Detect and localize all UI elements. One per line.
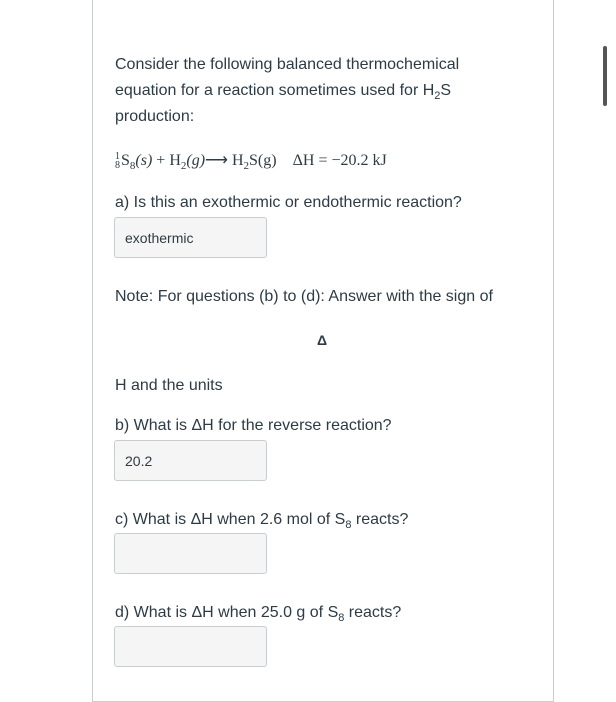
- fraction: 1 8: [115, 151, 120, 172]
- question-d-label: d) What is ΔH when 25.0 g of $S_8$ reacts?: [115, 604, 402, 625]
- answer-d-field[interactable]: [114, 626, 267, 667]
- note-line-2: H and the units: [115, 377, 223, 394]
- intro-line-1: Consider the following balanced thermochemical: [115, 56, 460, 73]
- thermochemical-equation: 1 8 $S_8(s)$ + $H_2(g)⟶$ $H_2S(g) \Delta H = -20.2$ kJ: [115, 151, 387, 173]
- note-line: Note: For questions (b) to (d): Answer with the sign of: [115, 288, 493, 305]
- intro-line-2: equation for a reaction sometimes used for $H_2S$: [115, 82, 452, 103]
- answer-b-field[interactable]: 20.2: [114, 440, 267, 481]
- answer-c-field[interactable]: [114, 533, 267, 574]
- question-a-label: a) Is this an exothermic or endothermic reaction?: [115, 194, 462, 211]
- intro-line-3: production:: [115, 108, 195, 125]
- question-c-label: c) What is ΔH when 2.6 mol of $S_8$ reacts?: [115, 511, 409, 532]
- delta-symbol: Δ: [317, 332, 328, 348]
- scrollbar[interactable]: [603, 46, 607, 106]
- answer-a-field[interactable]: exothermic: [114, 217, 267, 258]
- question-b-label: b) What is ΔH for the reverse reaction?: [115, 417, 392, 434]
